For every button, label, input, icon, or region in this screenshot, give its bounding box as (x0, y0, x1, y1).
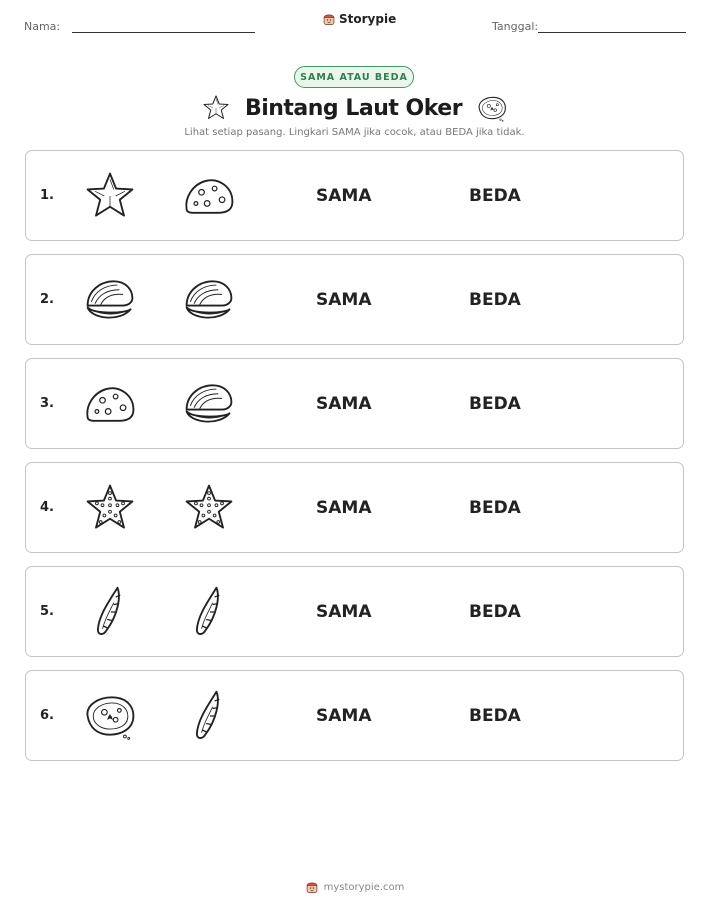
footer-site: mystorypie.com (323, 881, 405, 893)
coral-rock-icon (82, 376, 138, 432)
different-option[interactable]: BEDA (469, 289, 521, 310)
sea-cucumber-icon (82, 584, 138, 640)
page-title: Bintang Laut Oker (244, 95, 463, 121)
same-option[interactable]: SAMA (316, 289, 372, 310)
exercise-row (25, 254, 684, 345)
same-option[interactable]: SAMA (316, 393, 372, 414)
row-number: 1. (40, 188, 54, 203)
brand-logo (322, 12, 396, 26)
different-option[interactable]: BEDA (469, 185, 521, 206)
exercise-row (25, 150, 684, 241)
exercise-row (25, 670, 684, 761)
same-option[interactable]: SAMA (316, 705, 372, 726)
different-option[interactable]: BEDA (469, 497, 521, 518)
clam-shell-icon (82, 272, 138, 328)
exercise-row (25, 358, 684, 449)
clam-shell-icon (181, 272, 237, 328)
mascot-icon (305, 880, 319, 894)
brand-name: Storypie (339, 12, 397, 26)
activity-badge: SAMA ATAU BEDA (294, 66, 414, 88)
starfish-icon (82, 168, 138, 224)
name-field[interactable] (72, 32, 255, 33)
spotted-starfish-icon (82, 480, 138, 536)
row-number: 2. (40, 292, 54, 307)
row-number: 5. (40, 604, 54, 619)
date-label: Tanggal: (492, 20, 539, 33)
sea-cucumber-icon (181, 688, 237, 744)
footer (0, 880, 709, 894)
name-label: Nama: (24, 20, 61, 33)
starfish-icon (201, 93, 231, 123)
same-option[interactable]: SAMA (316, 601, 372, 622)
same-option[interactable]: SAMA (316, 185, 372, 206)
exercise-row (25, 566, 684, 657)
clam-shell-icon (181, 376, 237, 432)
row-number: 3. (40, 396, 54, 411)
same-option[interactable]: SAMA (316, 497, 372, 518)
date-field[interactable] (538, 32, 686, 33)
tide-pool-icon (82, 688, 138, 744)
exercise-row (25, 462, 684, 553)
row-number: 6. (40, 708, 54, 723)
instructions: Lihat setiap pasang. Lingkari SAMA jika cocok, atau BEDA jika tidak. (184, 127, 525, 138)
sea-cucumber-icon (181, 584, 237, 640)
row-number: 4. (40, 500, 54, 515)
title-row (0, 90, 709, 126)
different-option[interactable]: BEDA (469, 601, 521, 622)
tide-pool-icon (476, 92, 508, 124)
different-option[interactable]: BEDA (469, 393, 521, 414)
spotted-starfish-icon (181, 480, 237, 536)
mascot-icon (322, 12, 336, 26)
coral-rock-icon (181, 168, 237, 224)
different-option[interactable]: BEDA (469, 705, 521, 726)
